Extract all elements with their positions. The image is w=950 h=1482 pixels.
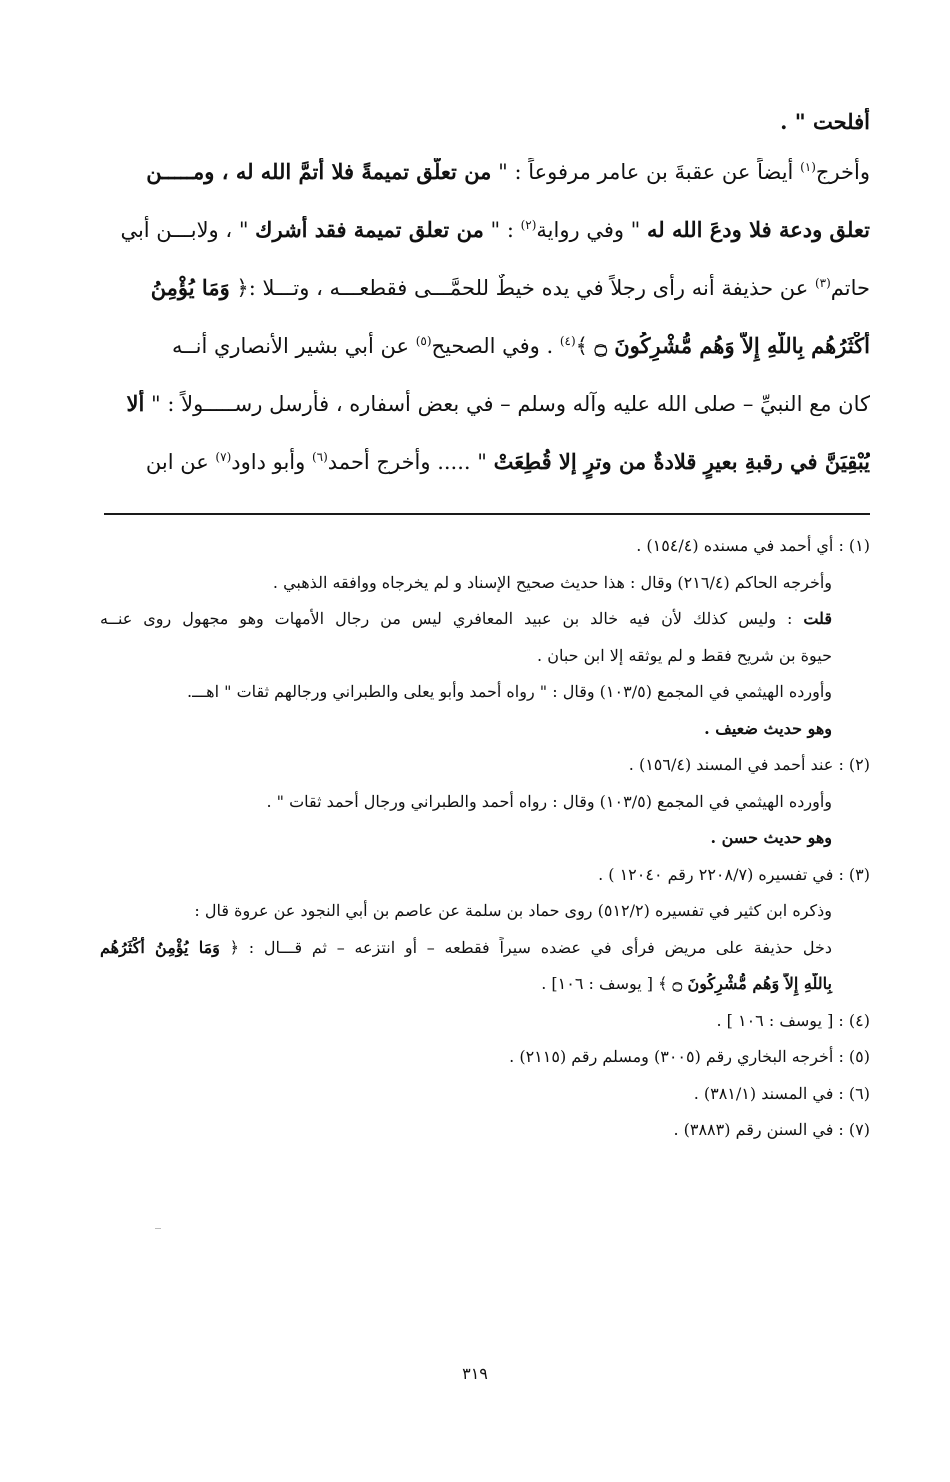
main-line [100, 108, 870, 158]
main-line [100, 390, 870, 448]
bold-text: يُبْقِيَنَّ في رقبةِ بعيرٍ قلادةٌ من وترٍ إلا قُطِعَتْ [493, 449, 870, 474]
text-run: (١) : أي أحمد في مسنده (١٥٤/٤) . [636, 536, 870, 555]
footnote-continuation [100, 973, 870, 1010]
footnote-entry [100, 864, 870, 901]
text-run: (٣) : في تفسيره (٢٢٠٨/٧ رقم ١٢٠٤٠ ) . [598, 864, 870, 884]
footnote-marker: (٣) [814, 276, 831, 290]
footnote-continuation [100, 937, 870, 974]
bold-text: ألا [126, 391, 145, 416]
footnote-marker: (٧) [215, 450, 232, 464]
bold-text: وَمَا يُؤْمِنُ أَكْثَرُهُم [100, 937, 220, 957]
text-run: وأورده الهيثمي في المجمع (١٠٣/٥) وقال : رواه أحمد والطبراني ورجال أحمد ثقات " . [266, 791, 832, 811]
text-run: " ، ولابـــن أبي [120, 218, 256, 242]
footnote-continuation [100, 718, 870, 755]
footnote-marker: (٤) [559, 334, 576, 348]
footnote-entry [100, 1119, 870, 1156]
footnote-continuation [100, 645, 870, 682]
text-run: وذكره ابن كثير في تفسيره (٥١٢/٢) روى حماد بن سلمة عن عاصم بن أبي النجود عن عروة قال : [194, 901, 832, 920]
main-line [100, 216, 870, 274]
text-run: . وفي الصحيح [431, 334, 560, 358]
footnote-entry [100, 535, 870, 572]
text-run: عن حذيفة أنه رأى رجلاً في يده خيطٌ للحمَّـــى فقطعـــه ، وتـــلا :﴿ [229, 276, 815, 300]
footnote-continuation [100, 827, 870, 864]
text-run: أيضاً عن عقبةَ بن عامر مرفوعاً : " [491, 160, 801, 184]
text-run: كان مع النبيِّ – صلى الله عليه وآله وسلم – في بعض أسفاره ، فأرسل رســـــولاً : " [144, 392, 870, 416]
bold-text: أفلحت " . [780, 109, 870, 134]
main-text [100, 108, 870, 506]
footnote-entry [100, 1010, 870, 1047]
footnote-entry [100, 754, 870, 791]
text-run: وأخرج [815, 160, 870, 184]
text-run: ﴾ [575, 334, 595, 358]
footnote-entry [100, 1046, 870, 1083]
footnote-continuation [100, 572, 870, 609]
text-run: حيوة بن شريح فقط و لم يوثقه إلا ابن حبان . [537, 645, 832, 665]
footnote-marker: (١) [800, 160, 816, 174]
text-run: " ..... وأخرج أحمد [327, 450, 494, 474]
footnote-separator [104, 513, 870, 515]
text-run: (٥) : أخرجه البخاري رقم (٣٠٠٥) ومسلم رقم (٢١١٥) . [509, 1047, 870, 1066]
text-run: وأورده الهيثمي في المجمع (١٠٣/٥) وقال : " رواه أحمد وأبو يعلى والطبراني ورجالهم ثقات " اهـــ. [187, 682, 832, 701]
footnote-continuation [100, 681, 870, 718]
bold-text: وهو حديث ضعيف . [704, 718, 832, 738]
text-run: (٢) : عند أحمد في المسند (١٥٦/٤) . [628, 755, 870, 774]
footnote-marker: (٥) [415, 334, 432, 348]
footnote-continuation [100, 791, 870, 828]
footnote-marker: (٦) [311, 450, 328, 464]
bold-text: وَمَا يُؤْمِنُ [150, 275, 230, 300]
page-number: ٣١٩ [462, 1364, 488, 1383]
text-run: حاتم [830, 276, 870, 300]
main-line [100, 448, 870, 506]
main-line [100, 332, 870, 390]
text-run: عن ابن [145, 450, 216, 474]
bold-text: أَكْثَرُهُم بِاللَّهِ إِلاَّ وَهُم مُّشْرِكُونَ ۝ [594, 333, 870, 358]
footnote-marker: (٢) [520, 218, 537, 232]
text-run: (٦) : في المسند (٣٨١/١) . [693, 1083, 870, 1103]
bold-text: من تعلق تميمة فقد أشرك [255, 217, 484, 242]
main-line [100, 274, 870, 332]
text-run: وأبو داود [231, 450, 312, 474]
text-run: دخل حذيفة على مريض فرأى في عضده سيراً فقطعه – أو انتزعه – ثم قـــال : ﴿ [219, 937, 832, 957]
bold-text: بِاللَّهِ إِلاَّ وَهُم مُّشْرِكُونَ ۝ [672, 974, 832, 993]
text-run: : وليس كذلك لأن فيه خالد بن عبيد المعافري ليس من رجال الأمهات وهو مجهول روى عنــه [100, 609, 804, 628]
text-run: وأخرجه الحاكم (٢١٦/٤) وقال : هذا حديث صحيح الإسناد و لم يخرجاه ووافقه الذهبي . [272, 572, 832, 592]
bold-text: من تعلَّق تميمةً فلا أتمَّ الله له ، ومـــــن [146, 159, 492, 184]
bold-text: قلت [803, 609, 832, 628]
footnotes [100, 535, 870, 1156]
bold-text: تعلق ودعة فلا ودعَ الله له [647, 217, 870, 242]
main-line [100, 158, 870, 216]
footnote-entry [100, 1083, 870, 1120]
bold-text: وهو حديث حسن . [710, 828, 832, 847]
text-run: عن أبي بشير الأنصاري أنــه [172, 334, 416, 358]
text-run: (٤) : [ يوسف : ١٠٦ ] . [716, 1010, 870, 1030]
text-run: " وفي رواية [536, 218, 648, 242]
scan-speck [155, 1228, 161, 1229]
footnote-continuation [100, 900, 870, 937]
footnote-continuation [100, 608, 870, 645]
text-run: (٧) : في السنن رقم (٣٨٨٣) . [673, 1120, 870, 1139]
text-run: ﴾ [ يوسف : ١٠٦] . [541, 974, 673, 993]
text-run: : " [483, 218, 521, 242]
